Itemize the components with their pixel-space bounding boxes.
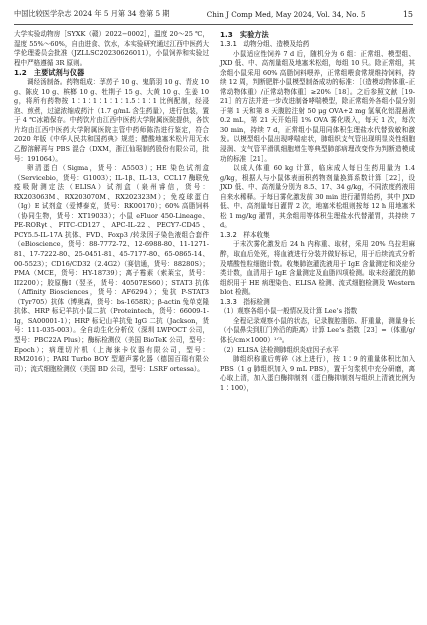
- item-heading: （2）ELISA 法检测肺组织炎症因子水平: [220, 345, 339, 354]
- paragraph: 于末次雾化激发后 24 h 内称重、取材，采用 20% 乌拉坦麻醉，取血后处死，将血液进行分装并做好标记，用于后续流式分析及嗜酸性粒细胞计数。收集肺泡灌洗液用于 IgE 含量测定和炎症分类计数，血清用于 IgE 含量测定及血脂四项检测。取未经灌洗的肺组织用于 HE 病理染色、ELISA 检测、流式细胞检测及 Western blot 检测。: [220, 240, 415, 297]
- right-column: [220, 30, 415, 393]
- section-heading: 1.2 主要试剂与仪器: [14, 68, 85, 78]
- subsection-heading: 1.3.2 样本收集: [220, 230, 270, 239]
- item-heading: （1）观察各组小鼠一般情况及计算 Lee’s 指数: [220, 307, 358, 316]
- section-heading: 1.3 实验方法: [220, 30, 269, 39]
- left-column: [14, 30, 209, 374]
- paragraph: 卵清蛋白（Sigma，货号：A5503）；HE 染色试剂盒（Servicebio，货号：G1003）；IL-1β、IL-13、CCL17 酶联免疫吸附测定法（ELISA）试剂盒（泉州睿信，货号：RX203063M、RX203070M、RX202323M）；免疫球蛋白（Ig）E 试剂盒（爱博泰克，货号：RK00170）；60% 高脂饲料（协同生物，货号：XT19033）；小鼠 eFluor 450-Lineage、PE-RORγt、FITC-CD127、APC-IL-22、PECY7-CD45、PCY5.5-IL-17A 抗体、FVD、Foxp3 /转录因子染色液组合套件（eBioscience，货号：88-7772-72、12-6988-80、11-1271-81、17-7222-80、25-0451-81、45-7177-80、65-0865-14、00-5523）；CD16/CD32（2.4G2）（赛信通，货号：88280S）；PMA（MCE，货号：HY-18739）；离子霉素（索莱宝，货号：II2200）；胶原酶Ⅰ（翌圣，货号：40507ES60）；STAT3 抗体（Affinity Biosciences，货号：AF6294）；兔抗 P-STAT3（Tyr705）抗体（博奥森，货号：bs-1658R）；β-actin 兔单克隆抗体、HRP 标记羊抗小鼠二抗（Proteintech，货号：66009-1-Ig，SA00001-1）；HRP 标记山羊抗兔 IgG 二抗（Jackson，货号：111-035-003）。全自动生化分析仪（深圳 LWPOCT 公司，型号：PBC22A Plus）；酶标检测仪（美国 BioTeK 公司，型号：Epoch）；病理切片机（上海徕卡仪器有限公司，型号：RM2016）；PARI Turbo BOY 型超声雾化器（德国百瑞有限公司）；流式细胞检测仪（美国 BD 公司，型号：LSRF ortessa）。: [14, 164, 209, 373]
- running-header: [14, 6, 413, 25]
- paragraph: 以成人体重 60 kg 计算，临床成人每日生药用量为 1.4 g/kg，根据人与小鼠体表面积药物剂量换算系数计算［22］，设 JXD 低、中、高剂量分别为 8.5、17、34 g/kg，不同浓度药液用自来水稀释。于每日雾化激发前 30 min 进行灌胃给药，其中 JXD 低、中、高剂量每日灌胃 2 次，地塞米松组则按每 12 h 用地塞米松 1 mg/kg 灌胃，其余组用等体积生理盐水代替灌胃，共持续 7 d。: [220, 164, 415, 230]
- paragraph: 大学实验动物房［SYXK（赣）2022−0002］，温度 20～25 ℃，湿度 55%～60%，自由进食、饮水，本实验研究通过江西中医药大学伦理委员会批准（JZLLSC20230626011），小鼠饲养和实验过程中严格遵循 3R 原则。: [14, 30, 209, 67]
- paragraph: 调经汤制备。药物组成：莩苈子 10 g、鬼箭羽 10 g、青皮 10 g、陈皮 10 g、槟榔 10 g、牡荆子 15 g、大黄 10 g、生姜 10 g，将所有药物按 1∶1∶1∶1∶1∶1.5∶1∶1 比例配制，经浸泡、煎煮，过滤浓缩成药汁（1.7 g/mL 含生药量），进行包装，置于 4 ℃冰箱保存。中药饮片由江西中医药大学附属医院提供，各饮片均由江西中医药大学附属医院主管中药师陈浩进行鉴定，符合 2020 年版《中华人民共和国药典》规范；醋酸地塞米松片用无水乙醇溶解再与 PBS 混合（DXM，浙江仙琚制药股份有限公司，批号：191064）。: [14, 78, 209, 163]
- subsection-heading: 1.3.1 动物分组、造模及给药: [220, 40, 310, 48]
- paragraph: 小鼠适应性饲养 7 d 后，随机分为 6 组：正常组、模型组、JXD 低、中、高剂量组及地塞米松组，每组 10 只。除正常组，其余组小鼠采用 60% 高脂饲料喂养，正常组喂食常规维持饲料，持续 12 周，判断肥胖小鼠模型制备成功的标准：［（造模动物体重–正常动物体重）/正常动物体重］≥20%［18］。之后参照文献［19-21］的方法并进一步改进制备哮喘模型，除正常组外各组小鼠分别于第 1 天和第 8 天腹腔注射 50 μg OVA+2 mg 氢氧化铝混悬液 0.2 mL，第 21 天开始用 1% OVA 雾化吸入，每天 1 次，每次 30 min，持续 7 d，正常组小鼠用同体积生理盐水代替致敏和激发。以模型组小鼠出现哮喘症状，肺组织支气管出现明显炎性细胞浸润、支气管平滑肌细胞增生等典型肺部病理改变作为判断造模成功的标准［21］。: [220, 49, 415, 163]
- paragraph: 全程记录观察小鼠的状态，记录腹腔脂肪、肝重量，测量身长（小鼠鼻尖到肛门外沿的距离）计算 Lee’s 指数［23］=（体重/g/体长/cm×1000）¹ᐟ³。: [220, 316, 415, 344]
- journal-title-en: Chin J Comp Med, May 2024, Vol. 34, No. 5: [206, 9, 366, 19]
- page-number: 15: [402, 9, 413, 19]
- journal-title-cn: 中国比较医学杂志 2024 年 5 月第 34 卷第 5 期: [14, 9, 170, 18]
- paragraph: 肺组织称重后剪碎（冰上进行），按 1∶9 的重量体积比加入 PBS（1 g 肺组织加入 9 mL PBS），置于匀浆机中充分研磨，离心取上清，加入蛋白酶抑制剂（蛋白酶抑制剂与组织上清液比例为 1∶100），: [220, 355, 415, 392]
- subsection-heading: 1.3.3 指标检测: [220, 297, 270, 306]
